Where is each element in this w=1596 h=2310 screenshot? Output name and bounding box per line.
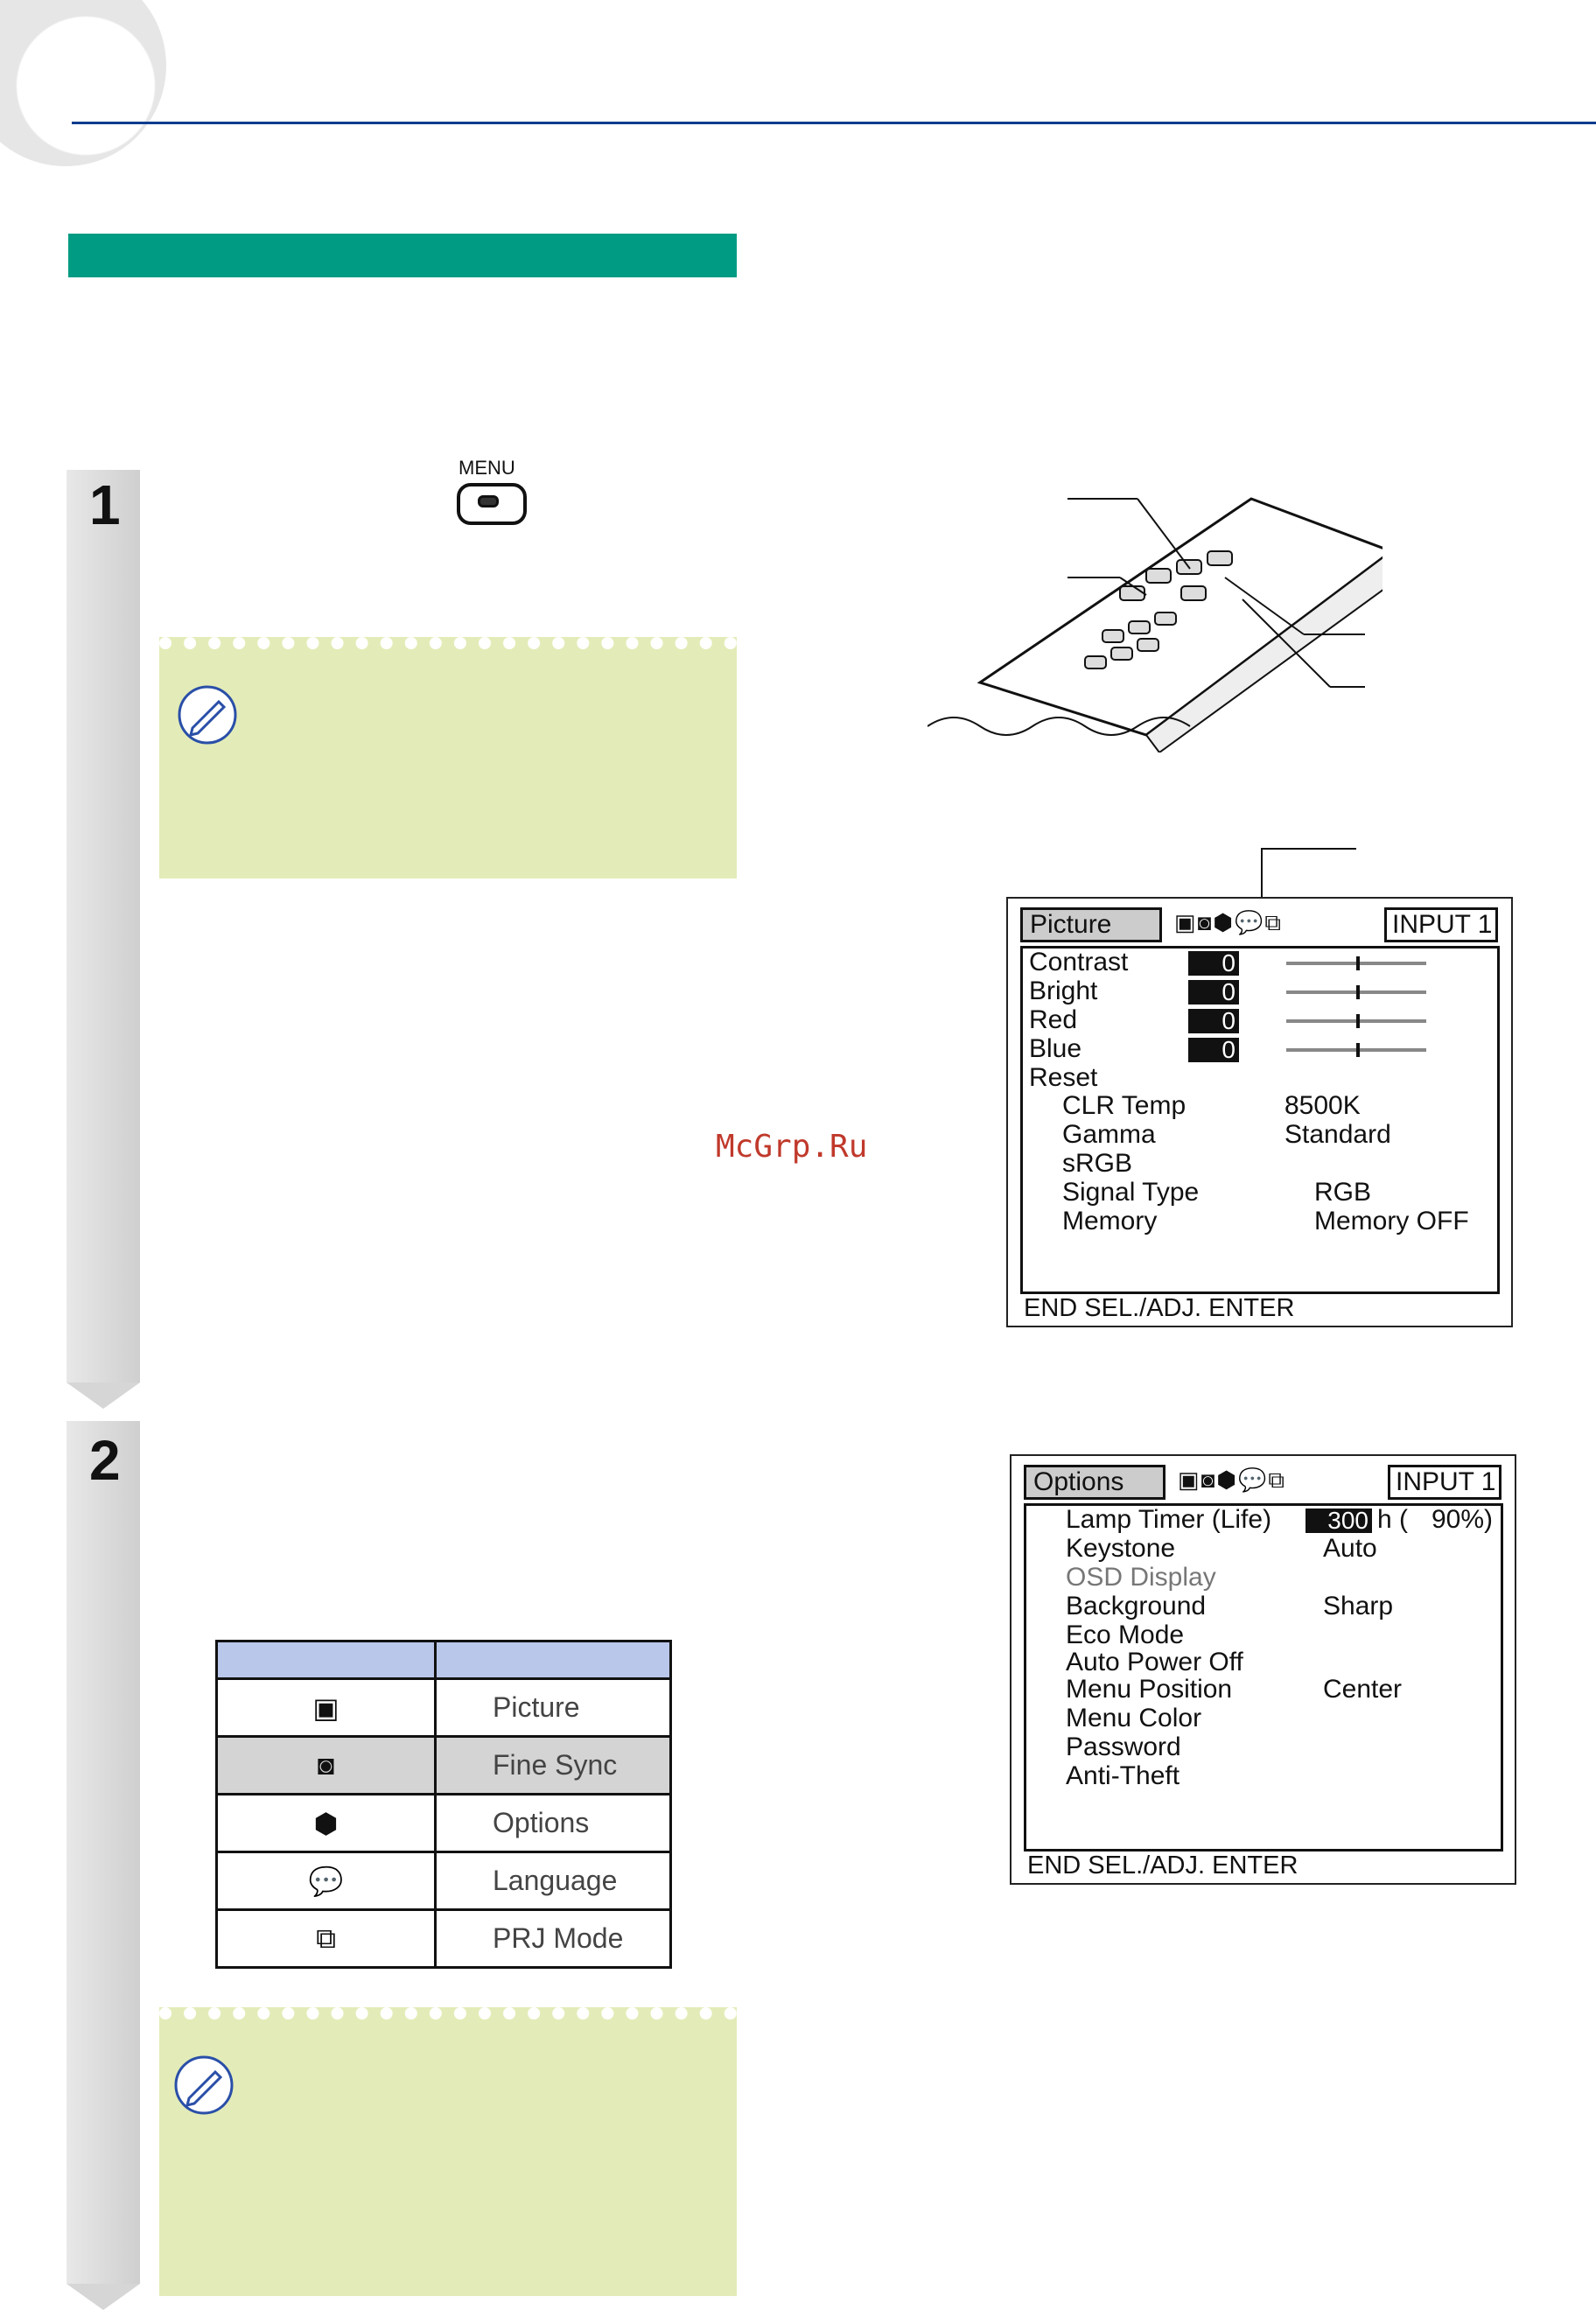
bright-value: 0	[1188, 980, 1239, 1004]
keystone-label[interactable]: Keystone	[1066, 1534, 1176, 1563]
contrast-slider[interactable]	[1286, 962, 1426, 965]
fine-sync-icon[interactable]: ◙	[1200, 1466, 1217, 1493]
srgb-label[interactable]: sRGB	[1062, 1149, 1133, 1178]
options-menu-screen	[1010, 1454, 1516, 1885]
signal-type-label[interactable]: Signal Type	[1062, 1178, 1200, 1207]
language-icon: 💬	[308, 1865, 344, 1897]
input-indicator: INPUT 1	[1384, 907, 1498, 942]
table-row	[217, 1910, 671, 1968]
picture-icon[interactable]: ▣	[1178, 1466, 1201, 1493]
prj-mode-icon[interactable]: ⧉	[1264, 909, 1283, 935]
table-cell-label: PRJ Mode	[436, 1910, 671, 1968]
eco-mode-label[interactable]: Eco Mode	[1066, 1620, 1185, 1649]
table-cell-label: Picture	[436, 1679, 671, 1737]
memory-value: Memory OFF	[1314, 1207, 1469, 1236]
keystone-value: Auto	[1323, 1534, 1377, 1563]
input-indicator: INPUT 1	[1388, 1465, 1502, 1500]
table-row	[217, 1737, 671, 1795]
language-icon[interactable]: 💬	[1235, 909, 1265, 935]
prj-mode-icon[interactable]: ⧉	[1268, 1466, 1286, 1493]
menu-position-label[interactable]: Menu Position	[1066, 1675, 1233, 1704]
blue-label[interactable]: Blue	[1029, 1034, 1082, 1063]
table-row	[217, 1852, 671, 1910]
menu-tab-icons	[1174, 909, 1283, 937]
menu-icon-table	[215, 1640, 672, 1969]
lamp-hours-unit: h (	[1377, 1505, 1409, 1534]
fine-sync-icon: ◙	[317, 1749, 335, 1781]
password-label[interactable]: Password	[1066, 1732, 1181, 1761]
options-icon[interactable]: ⬢	[1213, 909, 1235, 935]
step-1-number: 1	[89, 473, 121, 536]
clr-temp-label[interactable]: CLR Temp	[1062, 1091, 1186, 1120]
bright-label[interactable]: Bright	[1029, 976, 1098, 1005]
language-icon[interactable]: 💬	[1238, 1466, 1269, 1493]
menu-tab-icons	[1178, 1466, 1286, 1494]
red-label[interactable]: Red	[1029, 1005, 1078, 1034]
header-rule	[72, 122, 1596, 124]
picture-icon[interactable]: ▣	[1174, 909, 1198, 935]
reset-label[interactable]: Reset	[1029, 1063, 1098, 1092]
blue-value: 0	[1188, 1038, 1239, 1062]
note-box-1	[159, 637, 737, 878]
picture-icon: ▣	[312, 1691, 340, 1724]
gamma-value: Standard	[1284, 1120, 1391, 1149]
auto-power-off-label[interactable]: Auto Power Off	[1066, 1648, 1243, 1676]
gamma-label[interactable]: Gamma	[1062, 1120, 1156, 1149]
clr-temp-value: 8500K	[1284, 1091, 1361, 1120]
pencil-note-icon	[173, 2054, 234, 2116]
remote-control-illustration	[928, 472, 1382, 752]
options-menu-footer: END SEL./ADJ. ENTER	[1027, 1852, 1298, 1880]
background-label[interactable]: Background	[1066, 1592, 1207, 1620]
prj-mode-icon: ⧉	[316, 1922, 336, 1954]
tab-options[interactable]: Options	[1024, 1465, 1166, 1500]
step-1-rail	[66, 470, 140, 1382]
red-value: 0	[1188, 1009, 1239, 1033]
step-2-number: 2	[89, 1429, 121, 1492]
contrast-value: 0	[1188, 951, 1239, 976]
options-icon: ⬢	[313, 1807, 339, 1839]
section-heading-bar	[68, 234, 737, 277]
options-icon[interactable]: ⬢	[1216, 1466, 1238, 1493]
signal-type-value: RGB	[1314, 1178, 1372, 1207]
fine-sync-icon[interactable]: ◙	[1197, 909, 1214, 935]
contrast-label[interactable]: Contrast	[1029, 948, 1129, 976]
step-2-rail	[66, 1421, 140, 2284]
lamp-hours-value: 300	[1306, 1508, 1372, 1533]
picture-menu-footer: END SEL./ADJ. ENTER	[1024, 1294, 1295, 1322]
table-row	[217, 1679, 671, 1737]
table-row	[217, 1795, 671, 1852]
tab-icons-callout	[1260, 840, 1365, 901]
osd-display-label[interactable]: OSD Display	[1066, 1563, 1216, 1592]
menu-position-value: Center	[1323, 1675, 1403, 1704]
background-value: Sharp	[1323, 1592, 1394, 1620]
table-cell-label: Options	[436, 1795, 671, 1852]
blue-slider[interactable]	[1286, 1048, 1426, 1052]
menu-color-label[interactable]: Menu Color	[1066, 1704, 1202, 1732]
pencil-note-icon	[177, 684, 238, 746]
red-slider[interactable]	[1286, 1019, 1426, 1023]
tab-picture[interactable]: Picture	[1020, 907, 1162, 942]
table-cell-label: Language	[436, 1852, 671, 1910]
menu-button-icon	[457, 483, 527, 525]
anti-theft-label[interactable]: Anti-Theft	[1066, 1761, 1180, 1790]
lamp-life-value: 90%)	[1432, 1505, 1494, 1534]
note-box-2	[159, 2007, 737, 2296]
memory-label[interactable]: Memory	[1062, 1207, 1158, 1236]
watermark: McGrp.Ru	[716, 1129, 868, 1165]
picture-menu-screen	[1006, 897, 1513, 1327]
table-cell-label: Fine Sync	[436, 1737, 671, 1795]
page-corner-decoration	[0, 0, 166, 166]
menu-button-label: MENU	[458, 457, 515, 479]
bright-slider[interactable]	[1286, 990, 1426, 994]
lamp-timer-label: Lamp Timer (Life)	[1066, 1505, 1272, 1534]
